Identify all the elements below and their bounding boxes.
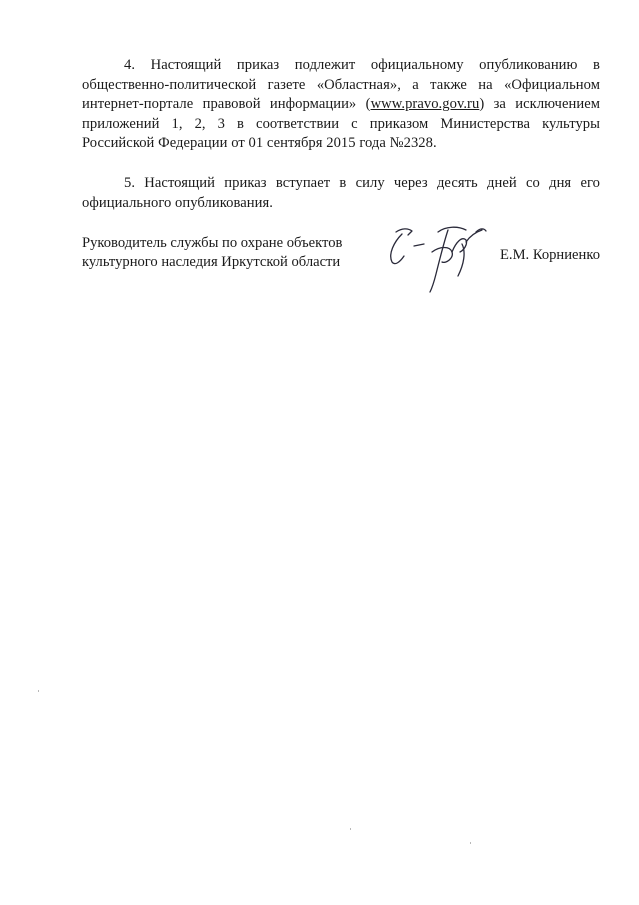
document-body xyxy=(82,56,600,213)
signature-block xyxy=(82,234,600,304)
paragraph-effective-date: 5. Настоящий приказ вступает в силу через десять дней со дня его официального опубликования. xyxy=(82,174,600,211)
paragraph-publication-text-start: 4. Настоящий приказ подлежит официальному опубликованию в общественно-политической газете «Областная», а также на «Официальном интернет-портале правовой информации» ( xyxy=(82,57,600,113)
scan-speck xyxy=(470,842,471,844)
signatory-position xyxy=(82,234,372,272)
scan-speck xyxy=(350,828,351,830)
signatory-position-line-1: Руководитель службы по охране объектов xyxy=(82,235,343,251)
pravo-gov-link[interactable]: www.pravo.gov.ru xyxy=(370,96,480,113)
handwritten-signature xyxy=(386,222,496,302)
paragraph-publication xyxy=(82,56,600,154)
paragraph-publication-text-end: ) за исключением приложений 1, 2, 3 в соответствии с приказом Министерства культуры Российской Федерации от 01 сентября 2015 года №2328. xyxy=(82,96,601,152)
signatory-name: Е.М. Корниенко xyxy=(500,247,600,263)
signatory-position-line-2: культурного наследия Иркутской области xyxy=(82,254,341,270)
scan-speck xyxy=(38,690,39,692)
